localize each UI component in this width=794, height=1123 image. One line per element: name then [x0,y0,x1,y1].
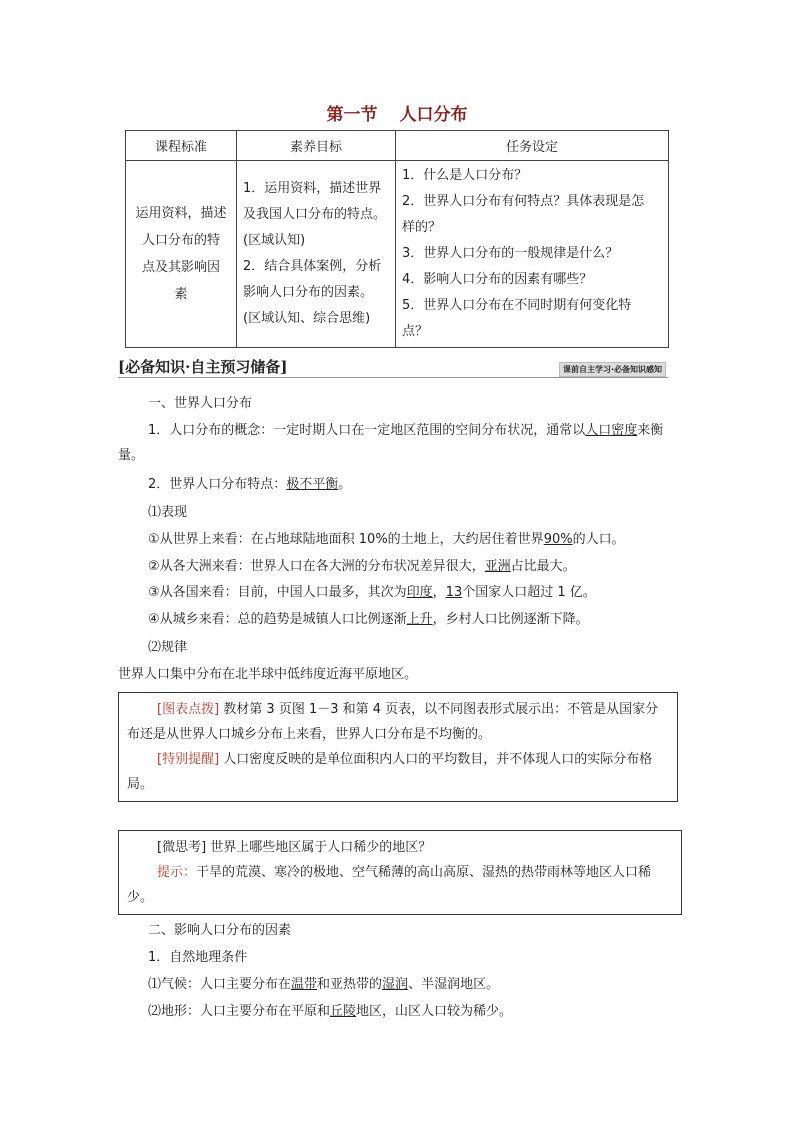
text: 1．人口分布的概念：一定时期人口在一定地区范围的空间分布状况，通常以 [148,423,586,438]
list-item [118,554,678,579]
text: 1．自然地理条件 [148,950,248,965]
cell-line: 2．结合具体案例，分析 [243,259,382,274]
cell-line: 影响人口分布的因素。 [243,285,374,300]
tip-tag: [图表点拨] [157,702,220,717]
underlined-answer: 13 [445,585,463,600]
cell-line: 点及其影响因 [141,260,220,275]
cell-line: 3．世界人口分布的一般规律是什么？ [402,246,619,261]
list-item [118,972,678,997]
text: ， [432,585,446,600]
section-heading [118,391,678,416]
heading-text: 一、世界人口分布 [148,396,253,411]
standard-cell [126,161,237,348]
text: 地区，山区人口较为稀少。 [356,1004,513,1019]
reminder-tag: [特别提醒] [157,752,220,767]
cell-line: (区域认知) [243,233,306,248]
list-item [118,527,678,552]
cell-line: 1．什么是人口分布？ [402,168,528,183]
cell-line: 运用资料，描述 [135,206,227,221]
text: 的人口。 [572,532,625,547]
cell-line: 2．世界人口分布有何特点？具体表现是怎 [402,194,645,209]
answer-text: 干旱的荒漠、寒冷的极地、空气稀薄的高山高原、湿热的热带雨林等地区人口稀少。 [127,865,652,905]
text: ⑵地形：人口主要分布在平原和 [148,1004,331,1019]
reminder-text: 人口密度反映的是单位面积内人口的平均数目，并不体现人口的实际分布格局。 [127,752,653,792]
header-goals: 素养目标 [237,131,396,161]
paragraph [118,472,678,497]
subheading [118,500,678,525]
text: 和亚热带的 [317,977,383,992]
section-banner [118,356,668,378]
underlined-answer: 湿润 [382,977,409,992]
underlined-answer: 丘陵 [330,1004,357,1019]
tasks-cell [396,161,669,348]
goals-cell [237,161,396,348]
special-reminder [127,747,669,797]
heading-text: 二、影响人口分布的因素 [148,923,292,938]
paragraph [118,662,678,687]
underlined-answer: 人口密度 [585,423,638,438]
subheading [118,945,678,970]
underlined-answer: 温带 [291,977,318,992]
curriculum-table [125,130,669,348]
subheading [118,635,678,660]
underlined-answer: 印度 [406,585,433,600]
page-title [0,100,794,125]
text: ③从各国来看：目前，中国人口最多，其次为 [148,585,407,600]
question-text: 世界上哪些地区属于人口稀少的地区？ [210,840,432,855]
table-header-row [126,131,669,161]
text: ②从各大洲来看：世界人口在各大洲的分布状况差异很大， [148,559,485,574]
tip-text: 教材第 3 页图 1－3 和第 4 页表，以不同图表形式展示出：不管是从国家分布还是从世界人口城乡分布上来看，世界人口分布是不均衡的。 [127,702,659,742]
banner-tag: 课前自主学习·必备知识感知 [559,362,666,377]
text: ④从城乡来看：总的趋势是城镇人口比例逐渐 [148,612,407,627]
text: 个国家人口超过 1 亿。 [462,585,596,600]
cell-line: 1．运用资料，描述世界 [243,181,382,196]
text: 。 [338,477,352,492]
cell-line: 人口分布的特 [141,233,220,248]
underlined-answer: 极不平衡 [286,477,339,492]
chart-tip [127,697,669,747]
text: 2．世界人口分布特点： [148,477,287,492]
section-topic: 人口分布 [399,105,468,125]
think-question [127,835,673,860]
section-number: 第一节 [326,105,378,125]
cell-line: (区域认知、综合思维) [243,311,371,326]
hint-label: 提示： [157,865,197,880]
banner-divider [118,377,668,378]
cell-line: 素 [174,287,188,302]
text: 来衡量。 [118,423,664,463]
banner-title: [必备知识·自主预习储备] [118,358,288,376]
underlined-answer: 亚洲 [484,559,511,574]
text: ，乡村人口比例逐渐下降。 [432,612,589,627]
paragraph [118,418,678,468]
tip-box [118,692,678,802]
cell-line: 5．世界人口分布在不同时期有何变化特 [402,298,632,313]
list-item [118,580,678,605]
header-tasks: 任务设定 [396,131,669,161]
cell-line: 及我国人口分布的特点。 [243,207,387,222]
list-item [118,607,678,632]
cell-line: 点？ [402,324,429,339]
text: ⑴气候：人口主要分布在 [148,977,292,992]
header-standard: 课程标准 [126,131,237,161]
text: ⑵规律 [148,640,188,655]
text: ⑴表现 [148,505,188,520]
think-box [118,830,682,915]
underlined-answer: 上升 [406,612,433,627]
section-heading [118,918,678,943]
underlined-answer: 90% [543,532,573,547]
text: 世界人口集中分布在北半球中低纬度近海平原地区。 [118,667,418,682]
think-answer [127,860,673,910]
cell-line: 4．影响人口分布的因素有哪些？ [402,272,593,287]
text: 、半湿润地区。 [408,977,500,992]
think-tag: [微思考] [157,840,207,855]
text: 占比最大。 [510,559,576,574]
cell-line: 样的？ [402,220,442,235]
list-item [118,999,678,1024]
table-row [126,161,669,348]
text: ①从世界上来看：在占地球陆地面积 10%的土地上，大约居住着世界 [148,532,544,547]
